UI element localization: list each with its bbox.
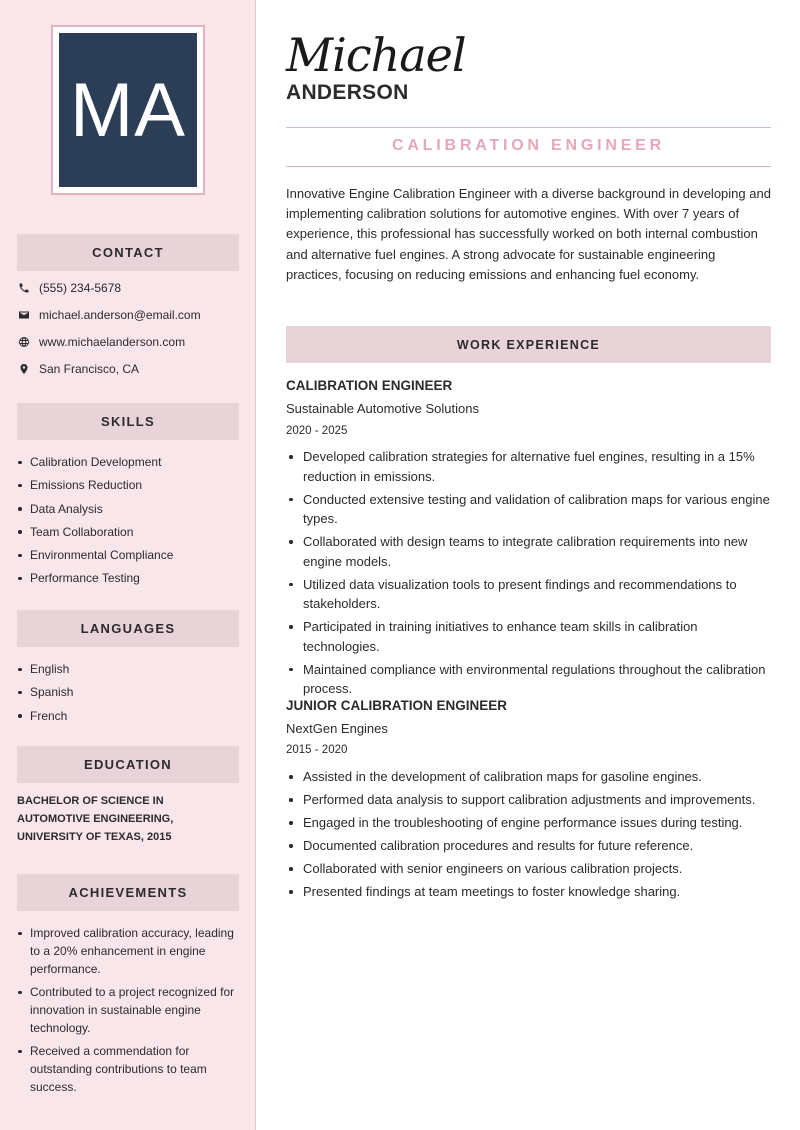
email-text: michael.anderson@email.com	[39, 308, 201, 322]
website-text: www.michaelanderson.com	[39, 335, 186, 349]
achievement-item: Received a commendation for outstanding contributions to team success.	[17, 1042, 239, 1096]
language-item: French	[17, 707, 242, 730]
language-item: English	[17, 660, 242, 683]
job-bullet: Developed calibration strategies for alternative fuel engines, resulting in a 15% reduction in emissions.	[286, 447, 776, 486]
contact-email	[17, 306, 201, 324]
job-bullet: Maintained compliance with environmental regulations throughout the calibration process.	[286, 660, 776, 699]
job-bullet: Utilized data visualization tools to present findings and recommendations to stakeholders.	[286, 575, 776, 614]
job-bullet: Presented findings at team meetings to foster knowledge sharing.	[286, 882, 776, 902]
skills-list	[17, 453, 242, 593]
skill-item: Data Analysis	[17, 500, 242, 523]
phone-text: (555) 234-5678	[39, 281, 122, 295]
job-bullet: Documented calibration procedures and results for future reference.	[286, 836, 776, 856]
job-role: JUNIOR CALIBRATION ENGINEER	[286, 698, 508, 713]
job-dates: 2015 - 2020	[286, 744, 348, 756]
job-bullet: Performed data analysis to support calibration adjustments and improvements.	[286, 790, 776, 810]
job-bullet: Collaborated with design teams to integrate calibration requirements into new engine models.	[286, 532, 776, 571]
job-company: Sustainable Automotive Solutions	[286, 401, 479, 416]
skill-item: Environmental Compliance	[17, 546, 242, 569]
skill-item: Performance Testing	[17, 569, 242, 592]
globe-icon	[17, 335, 31, 349]
achievement-item: Improved calibration accuracy, leading to a 20% enhancement in engine performance.	[17, 924, 239, 978]
profile-summary: Innovative Engine Calibration Engineer with a diverse background in developing and implementing calibration solutions for automotive engines. With over 7 years of experience, this professional has successfully worked on both internal combustion and alternative fuel engines. A strong advocate for sustainable engineering practices, focusing on reducing emissions and enhancing fuel economy.	[286, 186, 771, 282]
job-bullet: Conducted extensive testing and validation of calibration maps for various engine types.	[286, 490, 776, 529]
location-pin-icon	[17, 362, 31, 376]
work-experience-heading: WORK EXPERIENCE	[286, 326, 771, 363]
education-heading: EDUCATION	[17, 746, 239, 783]
job-bullets	[286, 447, 776, 702]
title-rule-top	[286, 127, 771, 128]
job-bullet: Collaborated with senior engineers on various calibration projects.	[286, 859, 776, 879]
education-entry: BACHELOR OF SCIENCE IN AUTOMOTIVE ENGINEERING, UNIVERSITY OF TEXAS, 2015	[17, 795, 174, 843]
contact-location	[17, 360, 139, 378]
contact-website	[17, 333, 185, 351]
first-name: Michael	[286, 28, 466, 82]
job-dates: 2020 - 2025	[286, 425, 348, 437]
job-bullet: Engaged in the troubleshooting of engine performance issues during testing.	[286, 813, 776, 833]
contact-phone	[17, 279, 121, 297]
phone-icon	[17, 281, 31, 295]
language-item: Spanish	[17, 683, 242, 706]
skill-item: Team Collaboration	[17, 523, 242, 546]
skills-heading: SKILLS	[17, 403, 239, 440]
job-title: CALIBRATION ENGINEER	[391, 137, 666, 154]
monogram: MA	[59, 33, 197, 187]
sidebar	[0, 0, 256, 1130]
skill-item: Calibration Development	[17, 453, 242, 476]
monogram-frame	[51, 25, 205, 195]
languages-heading: LANGUAGES	[17, 610, 239, 647]
skill-item: Emissions Reduction	[17, 476, 242, 499]
languages-list	[17, 660, 242, 730]
achievement-item: Contributed to a project recognized for innovation in sustainable engine technology.	[17, 983, 239, 1037]
contact-heading: CONTACT	[17, 234, 239, 271]
job-bullet: Participated in training initiatives to enhance team skills in calibration technologies.	[286, 617, 776, 656]
achievements-heading: ACHIEVEMENTS	[17, 874, 239, 911]
job-bullets	[286, 767, 776, 905]
job-company: NextGen Engines	[286, 721, 388, 736]
achievements-list	[17, 924, 239, 1101]
title-rule-bottom	[286, 166, 771, 167]
job-role: CALIBRATION ENGINEER	[286, 378, 453, 393]
location-text: San Francisco, CA	[39, 362, 140, 376]
last-name: ANDERSON	[286, 81, 409, 104]
job-bullet: Assisted in the development of calibration maps for gasoline engines.	[286, 767, 776, 787]
mail-icon	[17, 308, 31, 322]
